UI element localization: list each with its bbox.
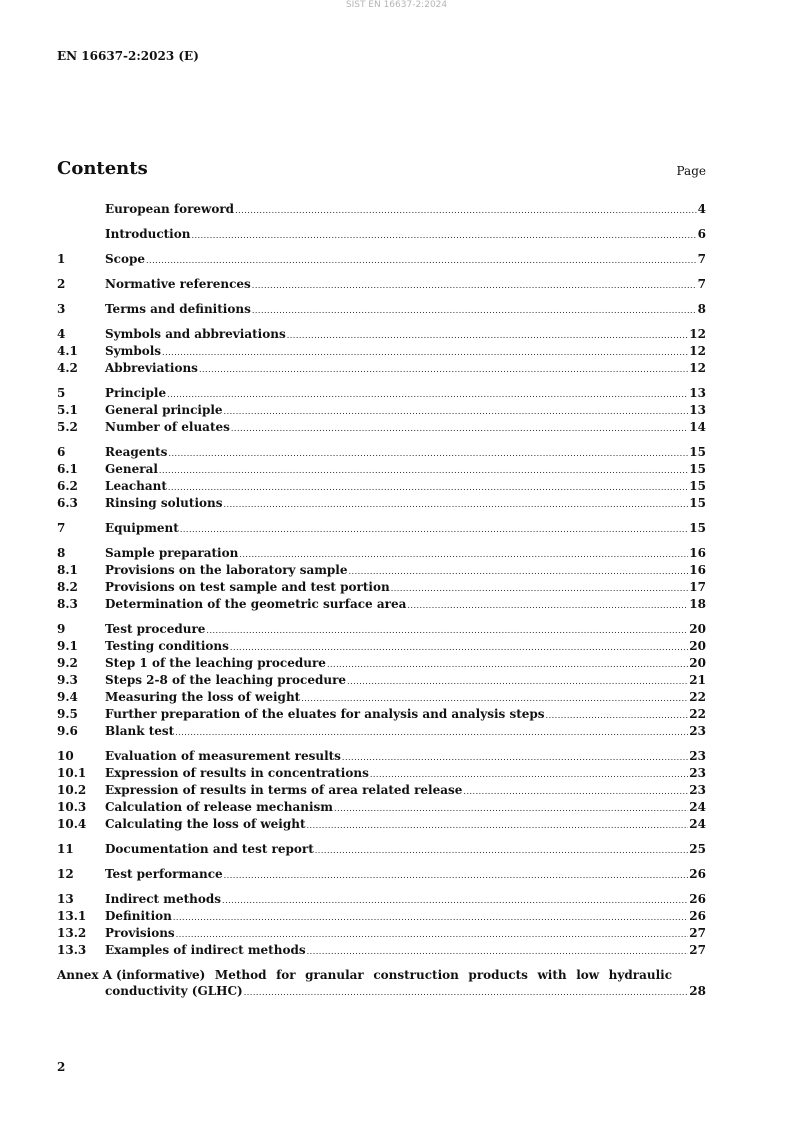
toc-group [57,226,706,243]
toc-entry[interactable] [57,672,706,689]
toc-entry-number: 6.1 [57,462,78,476]
toc-entry-title: Calculation of release mechanism [105,800,333,814]
leader-dots [222,892,688,909]
toc-entry-page: 7 [697,252,706,266]
toc-entry-number: 3 [57,302,66,316]
toc-entry-number: 5.1 [57,403,78,417]
toc-group [57,520,706,537]
toc-entry[interactable] [57,925,706,942]
toc-entry[interactable] [57,723,706,740]
leader-dots [146,252,697,269]
toc-entry[interactable] [57,461,706,478]
leader-dots [391,580,689,597]
toc-entry-title: Expression of results in terms of area related release [105,783,463,797]
toc-entry-page: 24 [689,817,706,831]
annex-page-number: 28 [689,984,706,998]
toc-entry-number: 6.2 [57,479,78,493]
toc-entry-page: 23 [689,724,706,738]
toc-entry-title: Symbols and abbreviations [105,327,286,341]
toc-entry-number: 10.4 [57,817,87,831]
toc-entry[interactable] [57,478,706,495]
toc-entry-number: 10.2 [57,783,87,797]
toc-entry[interactable] [57,816,706,833]
toc-entry-page: 14 [689,420,706,434]
toc-entry[interactable] [57,782,706,799]
toc-entry-title: Scope [105,252,146,266]
toc-entry[interactable] [57,638,706,655]
toc-entry-page: 23 [689,749,706,763]
toc-entry[interactable] [57,655,706,672]
toc-entry-number: 9.2 [57,656,78,670]
toc-entry[interactable] [57,520,706,537]
toc-entry-title: Equipment [105,521,179,535]
leader-dots [180,521,688,538]
leader-dots [159,462,688,479]
toc-entry[interactable] [57,621,706,638]
toc-entry-number: 8.3 [57,597,78,611]
toc-entry[interactable] [57,201,706,218]
leader-dots [327,656,688,673]
leader-dots [252,277,697,294]
toc-entry-page: 20 [689,656,706,670]
toc-entry[interactable] [57,301,706,318]
toc-entry-title: Provisions on test sample and test portion [105,580,390,594]
toc-entry[interactable] [57,326,706,343]
toc-entry-page: 15 [689,521,706,535]
toc-entry-title: Abbreviations [105,361,198,375]
toc-entry-page: 15 [689,445,706,459]
toc-entry-number: 5 [57,386,66,400]
leader-dots [230,639,688,656]
toc-entry-page: 25 [689,842,706,856]
leader-dots [224,496,689,513]
toc-entry[interactable] [57,942,706,959]
toc-entry-title: Indirect methods [105,892,222,906]
toc-entry-number: 6 [57,445,66,459]
leader-dots [168,445,688,462]
toc-entry[interactable] [57,495,706,512]
toc-entry-title: Normative references [105,277,251,291]
toc-entry[interactable] [57,866,706,883]
toc-entry-page: 15 [689,496,706,510]
toc-entry-title: Measuring the loss of weight [105,690,301,704]
toc-entry-number: 10 [57,749,74,763]
toc-entry-title: Step 1 of the leaching procedure [105,656,326,670]
leader-dots [342,749,688,766]
toc-entry-number: 4.1 [57,344,78,358]
toc-entry-page: 27 [689,943,706,957]
toc-entry-number: 5.2 [57,420,78,434]
toc-entry[interactable] [57,360,706,377]
toc-group [57,841,706,858]
leader-dots [307,817,689,834]
toc-entry-page: 26 [689,867,706,881]
toc-entry-page: 23 [689,766,706,780]
toc-entry-title: Evaluation of measurement results [105,749,341,763]
leader-dots [173,909,688,926]
toc-entry-title: Principle [105,386,167,400]
toc-entry-number: 10.1 [57,766,87,780]
toc-entry-number: 8.2 [57,580,78,594]
toc-entry-title: Provisions [105,926,175,940]
toc-entry-title: Leachant [105,479,167,493]
annex-label: Annex A [57,968,113,982]
toc-entry-page: 13 [689,386,706,400]
toc-entry-number: 7 [57,521,66,535]
leader-dots [176,926,689,943]
leader-dots [231,420,688,437]
toc-entry[interactable] [57,799,706,816]
toc-entry-page: 18 [689,597,706,611]
leader-dots [224,403,689,420]
toc-group [57,891,706,959]
toc-entry-page: 22 [689,690,706,704]
toc-entry-title: Test performance [105,867,223,881]
toc-entry-number: 9.5 [57,707,78,721]
toc-group [57,866,706,883]
toc-entry-page: 26 [689,892,706,906]
leader-dots [199,361,688,378]
toc-entry-title: Sample preparation [105,546,239,560]
toc-entry-title: Definition [105,909,172,923]
leader-dots [334,800,688,817]
toc-entry-page: 8 [697,302,706,316]
document-id: EN 16637-2:2023 (E) [57,49,199,63]
leader-dots [370,766,688,783]
toc-entry-number: 2 [57,277,66,291]
toc-entry-page: 20 [689,622,706,636]
toc-entry-number: 9.3 [57,673,78,687]
toc-entry[interactable] [57,276,706,293]
page-number: 2 [57,1060,66,1074]
toc-entry[interactable] [57,545,706,562]
toc-entry-number: 13.1 [57,909,87,923]
annex-title-line-1: (informative) Method for granular construction products with low hydraulic [116,968,672,982]
toc-entry-title: Testing conditions [105,639,229,653]
toc-entry-title: European foreword [105,202,235,216]
toc-entry-annex-a[interactable] [57,967,706,1001]
toc-entry[interactable] [57,419,706,436]
toc-entry-number: 9.4 [57,690,78,704]
toc-entry[interactable] [57,908,706,925]
toc-entry-page: 22 [689,707,706,721]
toc-entry[interactable] [57,689,706,706]
toc-entry-page: 17 [689,580,706,594]
toc-entry-page: 4 [697,202,706,216]
leader-dots [206,622,688,639]
leader-dots [167,386,688,403]
toc-group [57,276,706,293]
toc-entry-title: Provisions on the laboratory sample [105,563,348,577]
toc-entry-title: General principle [105,403,223,417]
toc-entry-page: 20 [689,639,706,653]
toc-entry-page: 13 [689,403,706,417]
toc-entry-page: 6 [697,227,706,241]
leader-dots [235,202,697,219]
annex-title-line-2: conductivity (GLHC) [105,984,243,998]
toc-entry-number: 9.1 [57,639,78,653]
toc-entry[interactable] [57,748,706,765]
toc-entry-number: 8 [57,546,66,560]
toc-entry-page: 16 [689,563,706,577]
toc-entry-number: 6.3 [57,496,78,510]
toc-entry[interactable] [57,343,706,360]
toc-group [57,326,706,377]
toc-group [57,251,706,268]
leader-dots [168,479,688,496]
toc-entry-title: Test procedure [105,622,206,636]
toc-group [57,385,706,436]
toc-entry-number: 9 [57,622,66,636]
toc-entry-page: 12 [689,344,706,358]
toc-entry-number: 4.2 [57,361,78,375]
leader-dots [546,707,689,724]
leader-dots [407,597,688,614]
toc-entry[interactable] [57,226,706,243]
toc-group [57,748,706,833]
toc-entry-page: 16 [689,546,706,560]
toc-entry-title: Determination of the geometric surface area [105,597,407,611]
page-column-label: Page [676,164,706,178]
toc-entry-page: 24 [689,800,706,814]
toc-entry[interactable] [57,765,706,782]
toc-entry[interactable] [57,579,706,596]
toc-entry-title: Blank test [105,724,175,738]
leader-dots [244,985,689,1001]
contents-heading: Contents [57,158,148,179]
toc-entry[interactable] [57,706,706,723]
table-of-contents [57,201,706,1001]
toc-entry[interactable] [57,251,706,268]
leader-dots [252,302,697,319]
toc-entry-number: 13.2 [57,926,87,940]
toc-entry[interactable] [57,596,706,613]
toc-entry-number: 13 [57,892,74,906]
toc-entry[interactable] [57,841,706,858]
toc-entry-page: 15 [689,479,706,493]
leader-dots [224,867,689,884]
toc-entry-title: Further preparation of the eluates for analysis and analysis steps [105,707,545,721]
toc-entry-title: Rinsing solutions [105,496,223,510]
toc-entry-number: 8.1 [57,563,78,577]
toc-entry-page: 26 [689,909,706,923]
toc-entry-title: Number of eluates [105,420,230,434]
toc-entry-title: Introduction [105,227,191,241]
toc-entry-title: Reagents [105,445,168,459]
leader-dots [349,563,689,580]
leader-dots [191,227,696,244]
toc-group [57,444,706,512]
toc-entry-number: 1 [57,252,66,266]
toc-group [57,201,706,218]
toc-entry-page: 7 [697,277,706,291]
toc-entry-title: Steps 2-8 of the leaching procedure [105,673,347,687]
leader-dots [287,327,689,344]
leader-dots [347,673,688,690]
toc-entry[interactable] [57,562,706,579]
toc-entry-number: 13.3 [57,943,87,957]
toc-entry[interactable] [57,385,706,402]
toc-entry-title: Expression of results in concentrations [105,766,369,780]
leader-dots [463,783,688,800]
toc-entry-number: 9.6 [57,724,78,738]
leader-dots [307,943,689,960]
toc-entry-title: Examples of indirect methods [105,943,306,957]
toc-entry-number: 4 [57,327,66,341]
leader-dots [239,546,688,563]
toc-entry-title: General [105,462,158,476]
toc-entry-title: Terms and definitions [105,302,251,316]
toc-entry[interactable] [57,891,706,908]
leader-dots [175,724,688,741]
leader-dots [315,842,689,859]
leader-dots [162,344,688,361]
toc-entry-title: Symbols [105,344,162,358]
leader-dots [301,690,688,707]
toc-entry-page: 12 [689,361,706,375]
toc-group [57,621,706,740]
toc-entry-title: Calculating the loss of weight [105,817,306,831]
watermark: SIST EN 16637-2:2024 [345,0,448,10]
toc-entry-page: 12 [689,327,706,341]
toc-entry-number: 11 [57,842,74,856]
toc-group [57,301,706,318]
toc-entry-page: 23 [689,783,706,797]
toc-group [57,545,706,613]
toc-entry-number: 12 [57,867,74,881]
toc-entry-page: 21 [689,673,706,687]
toc-entry[interactable] [57,444,706,461]
toc-entry-page: 27 [689,926,706,940]
toc-entry-number: 10.3 [57,800,87,814]
toc-entry-page: 15 [689,462,706,476]
toc-entry-title: Documentation and test report [105,842,314,856]
toc-entry[interactable] [57,402,706,419]
